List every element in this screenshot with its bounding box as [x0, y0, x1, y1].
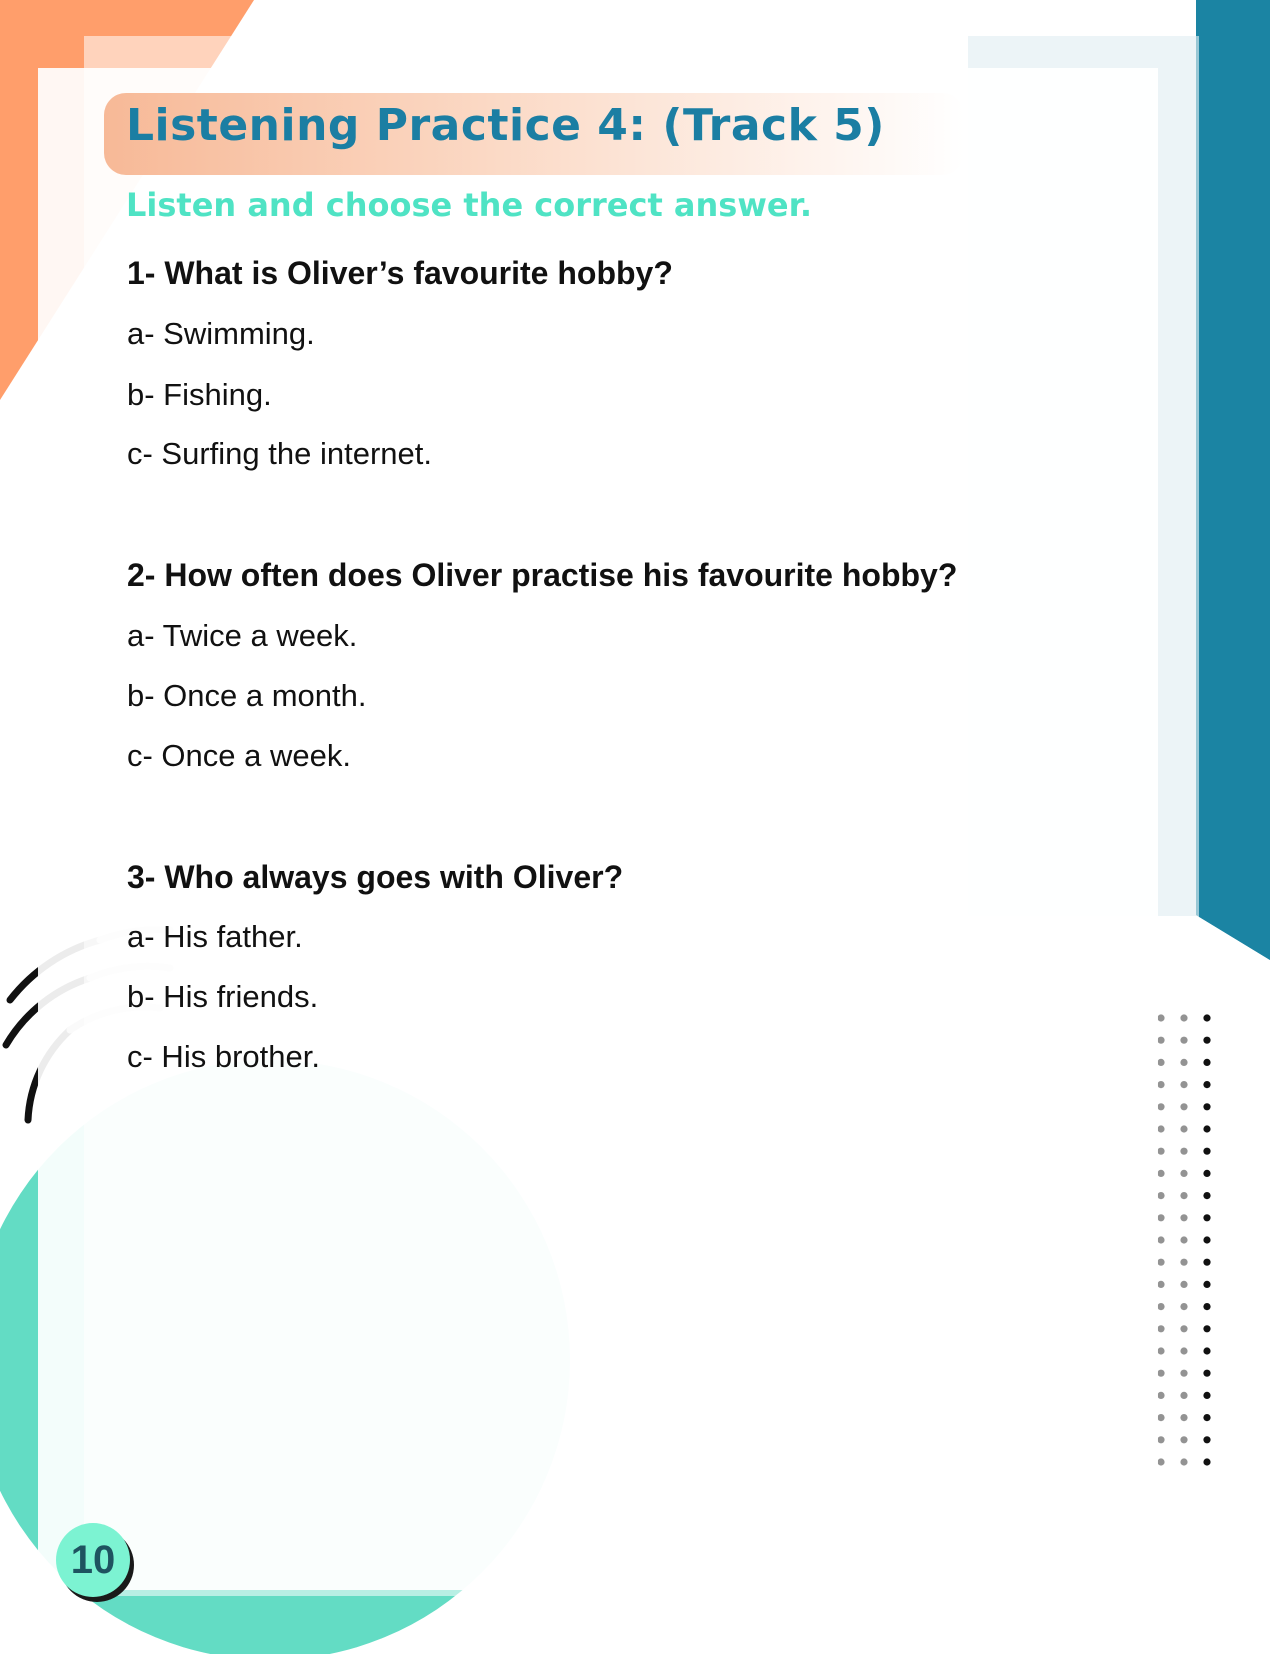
dot — [1203, 1414, 1210, 1421]
dot — [1203, 1370, 1210, 1377]
dot — [1203, 1458, 1210, 1465]
dot — [1203, 1436, 1210, 1443]
dot — [1203, 1148, 1210, 1155]
dot — [1203, 1259, 1210, 1266]
question-2-option-c[interactable]: c- Once a week. — [127, 738, 351, 773]
dot — [1203, 1170, 1210, 1177]
page-number-badge: 10 — [56, 1523, 130, 1597]
instruction-text: Listen and choose the correct answer. — [126, 186, 812, 224]
dot — [1203, 1037, 1210, 1044]
dot — [1203, 1347, 1210, 1354]
question-1-option-a[interactable]: a- Swimming. — [127, 316, 315, 351]
dot — [1203, 1103, 1210, 1110]
question-2-option-a[interactable]: a- Twice a week. — [127, 618, 358, 653]
question-1-option-b[interactable]: b- Fishing. — [127, 377, 272, 412]
teal-right-wedge — [1196, 36, 1270, 960]
dot — [1203, 1236, 1210, 1243]
question-3: 3- Who always goes with Oliver? — [127, 859, 624, 895]
question-3-option-b[interactable]: b- His friends. — [127, 979, 319, 1014]
question-1-option-c[interactable]: c- Surfing the internet. — [127, 436, 432, 471]
question-1: 1- What is Oliver’s favourite hobby? — [127, 255, 673, 291]
question-2-option-b[interactable]: b- Once a month. — [127, 678, 367, 713]
dot — [1203, 1214, 1210, 1221]
question-3-option-c[interactable]: c- His brother. — [127, 1039, 320, 1074]
dot — [1203, 1125, 1210, 1132]
dot — [1203, 1014, 1210, 1021]
dot — [1203, 1081, 1210, 1088]
dot — [1203, 1281, 1210, 1288]
page-sheet — [38, 68, 1158, 1590]
question-3-option-a[interactable]: a- His father. — [127, 919, 303, 954]
question-2: 2- How often does Oliver practise his favourite hobby? — [127, 557, 958, 593]
dot — [1203, 1059, 1210, 1066]
dot — [1203, 1325, 1210, 1332]
page-title: Listening Practice 4: (Track 5) — [126, 100, 885, 151]
dot — [1203, 1392, 1210, 1399]
dot — [1203, 1192, 1210, 1199]
dot — [1203, 1303, 1210, 1310]
